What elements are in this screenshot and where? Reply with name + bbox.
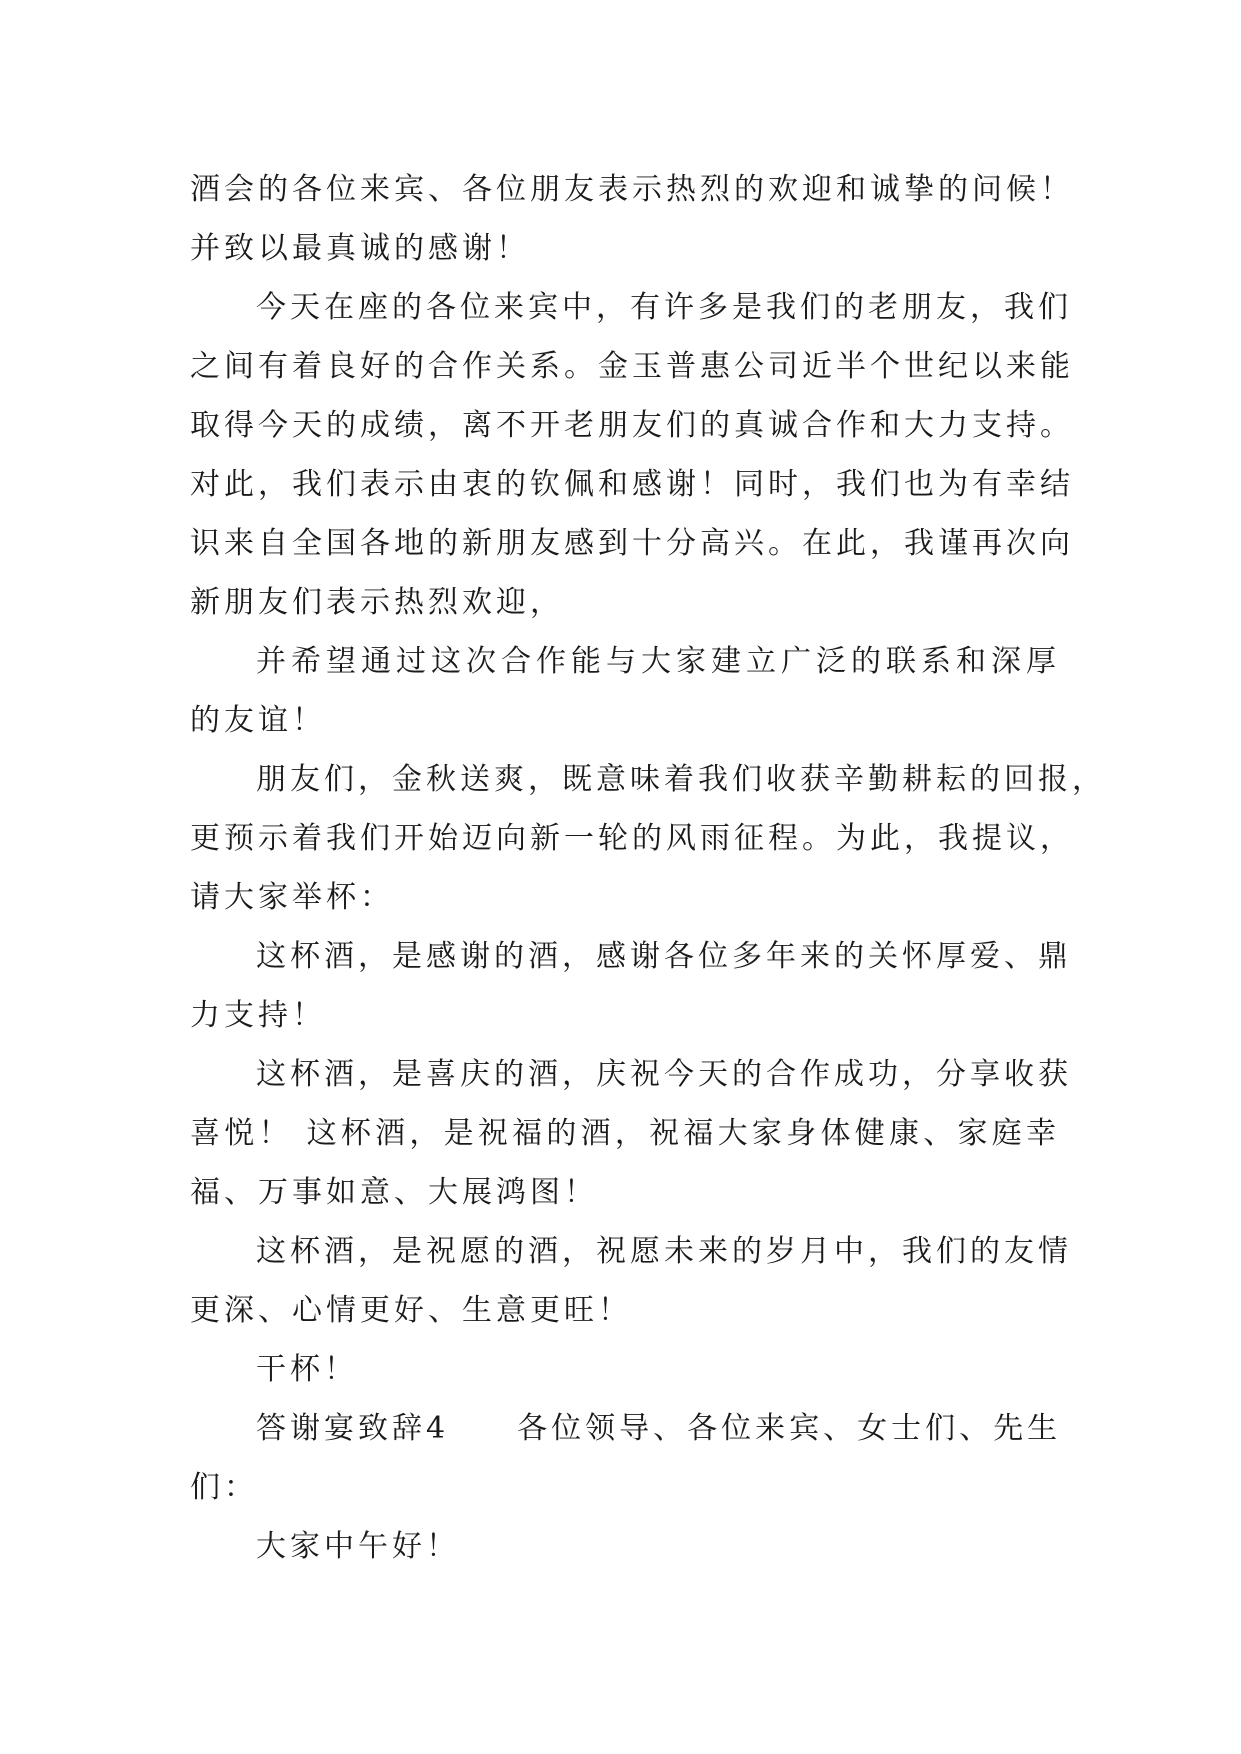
text-line: 并致以最真诚的感谢！ <box>190 231 530 266</box>
text-line: 力支持！ <box>190 998 326 1033</box>
body-text <box>190 160 1106 1576</box>
text-line: 之间有着良好的合作关系。金玉普惠公司近半个世纪以来能 <box>190 349 1074 384</box>
text-line: 这杯酒，是祝愿的酒，祝愿未来的岁月中，我们的友情 <box>256 1234 1072 1269</box>
text-line: 更预示着我们开始迈向新一轮的风雨征程。为此，我提议， <box>190 821 1074 856</box>
text-line: 请大家举杯： <box>190 880 394 915</box>
text-line: 这杯酒，是感谢的酒，感谢各位多年来的关怀厚爱、鼎 <box>256 939 1072 974</box>
text-line: 识来自全国各地的新朋友感到十分高兴。在此，我谨再次向 <box>190 526 1074 561</box>
text-line: 取得今天的成绩，离不开老朋友们的真诚合作和大力支持。 <box>190 408 1074 443</box>
text-line: 酒会的各位来宾、各位朋友表示热烈的欢迎和诚挚的问候！ <box>190 172 1074 207</box>
text-line: 对此，我们表示由衷的钦佩和感谢！同时，我们也为有幸结 <box>190 467 1074 502</box>
text-line: 们： <box>190 1470 258 1505</box>
text-line: 干杯！ <box>256 1352 358 1387</box>
text-line: 朋友们，金秋送爽，既意味着我们收获辛勤耕耘的回报， <box>256 762 1106 797</box>
text-line: 福、万事如意、大展鸿图！ <box>190 1175 598 1210</box>
text-line: 并希望通过这次合作能与大家建立广泛的联系和深厚 <box>256 644 1060 679</box>
text-line: 的友谊！ <box>190 703 326 738</box>
text-line: 答谢宴致辞4 各位领导、各位来宾、女士们、先生 <box>256 1411 1062 1446</box>
text-line: 今天在座的各位来宾中，有许多是我们的老朋友，我们 <box>256 290 1072 325</box>
text-line: 喜悦！ 这杯酒，是祝福的酒，祝福大家身体健康、家庭幸 <box>190 1116 1060 1151</box>
text-line: 这杯酒，是喜庆的酒，庆祝今天的合作成功，分享收获 <box>256 1057 1072 1092</box>
text-line: 新朋友们表示热烈欢迎， <box>190 585 564 620</box>
text-line: 更深、心情更好、生意更旺！ <box>190 1293 632 1328</box>
text-line: 大家中午好！ <box>256 1529 460 1564</box>
